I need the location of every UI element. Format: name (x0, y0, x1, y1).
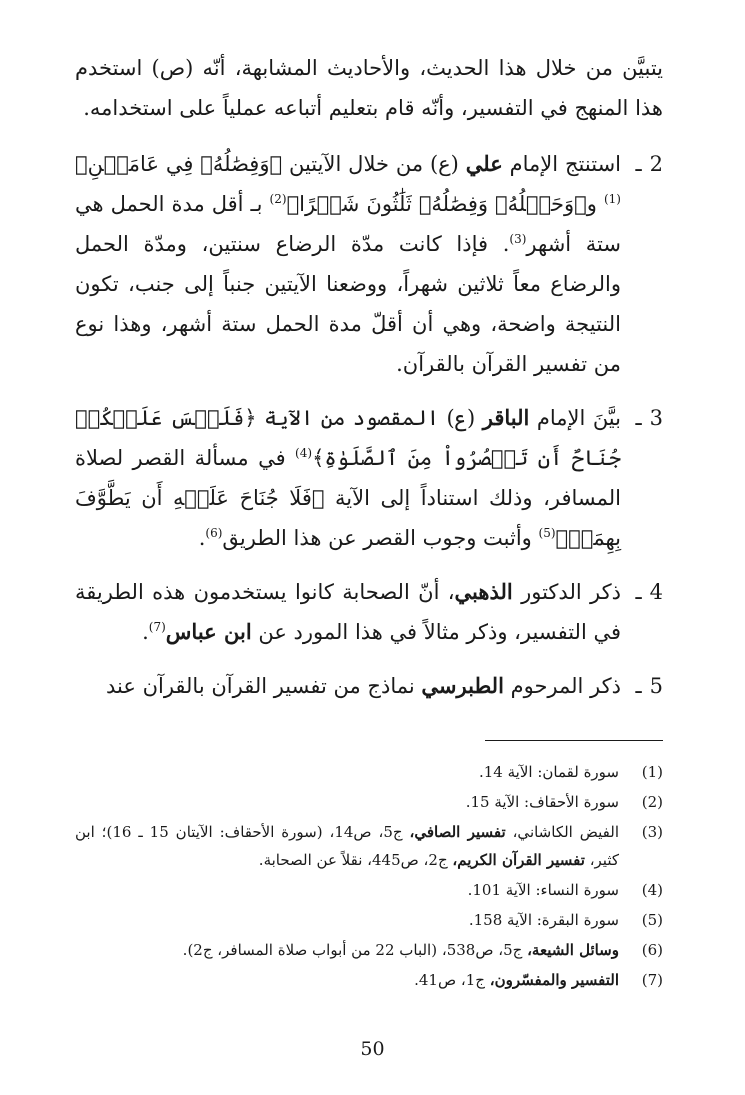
quran-verse: ﴿وَحَمۡلُهُۥ وَفِصَٰلُهُۥ ثَلَٰثُونَ شَهۡرًا﴾ (286, 192, 587, 216)
footnote-ref: (6) (205, 526, 223, 540)
footnote-2: (2) سورة الأحقاف: الآية 15. (465, 793, 663, 811)
intro-paragraph: يتبيَّن من خلال هذا الحديث، والأحاديث المشابهة، أنّه (ص) استخدم هذا المنهج في التفسير، وأنّه قام بتعليم أتباعه عملياً على استخدامه. (75, 56, 663, 120)
name-ibn-abbas: ابن عباس (165, 619, 252, 644)
page-number: 50 (360, 1038, 385, 1060)
footnote-ref: (7) (148, 620, 166, 634)
list-item-3: 3 ـ بيَّنَ الإمام الباقر (ع) المقصود من الآية ﴿فَلَيۡسَ عَلَيۡكُمۡ جُنَاحٌ أَن تَقۡصُرُواْ مِنَ ٱلصَّلَوٰةِ﴾$^{(4)}$ في مسألة القصر لصلاة المسافر، وذلك استناداً إلى الآية ﴿فَلَا جُنَاحَ عَلَيۡهِ أَن يَطَّوَّفَ بِهِمَاۚ﴾$^{(5)}$ وأثبت وجوب القصر عن هذا الطريق$^{(6)}$. (75, 398, 663, 558)
name-baqir: الباقر (482, 405, 530, 430)
quran-verse: ﴿فَلَا جُنَاحَ عَلَيۡهِ أَن يَطَّوَّفَ بِهِمَاۚ﴾ (75, 486, 621, 550)
footnote-ref: (2) (269, 192, 287, 206)
name-ali: علي (465, 151, 503, 176)
footnote-6: (6) وسائل الشيعة، ج5، ص538، (الباب 22 من أبواب صلاة المسافر، ج2). (182, 941, 663, 959)
item-number: 2 ـ (635, 152, 663, 176)
footnote-ref: (5) (538, 526, 556, 540)
list-item-5: 5 ـ ذكر المرحوم الطبرسي نماذج من تفسير القرآن بالقرآن عند (75, 666, 663, 706)
main-text (75, 48, 663, 720)
footnote-ref: (3) (509, 232, 527, 246)
name-tabarsi: الطبرسي (421, 673, 504, 698)
footnote-1: (1) سورة لقمان: الآية 14. (478, 763, 663, 781)
item-number: 5 ـ (635, 674, 663, 698)
list-item-2: 2 ـ استنتج الإمام علي (ع) من خلال الآيتين ﴿وَفِصَٰلُهُۥ فِي عَامَيۡنِ﴾$^{(1)}$ و﴿وَحَمۡلُهُۥ وَفِصَٰلُهُۥ ثَلَٰثُونَ شَهۡرًا﴾$^{(2)}$ بـ أقل مدة الحمل هي ستة أشهر$^{(3)}$. فإذا كانت مدّة الرضاع سنتين، ومدّة الحمل والرضاع معاً ثلاثين شهراً، ووضعنا الآيتين جنباً إلى جنب، تكون النتيجة واضحة، وهي أن أقلّ مدة الحمل ستة أشهر، وهذا نوع من تفسير القرآن بالقرآن. (75, 144, 663, 384)
footnote-4: (4) سورة النساء: الآية 101. (467, 881, 663, 899)
footnote-5: (5) سورة البقرة: الآية 158. (468, 911, 663, 929)
footnote-ref: (4) (295, 446, 313, 460)
quran-verse: ﴿فَلَيۡسَ عَلَيۡكُمۡ جُنَاحٌ أَن تَقۡصُرُواْ مِنَ ٱلصَّلَوٰةِ﴾ (75, 406, 622, 470)
name-dhahabi: الذهبي (454, 579, 513, 604)
quran-verse: ﴿وَفِصَٰلُهُۥ فِي عَامَيۡنِ﴾ (75, 152, 283, 176)
footnote-ref: (1) (603, 192, 621, 206)
footnote-7: (7) التفسير والمفسّرون، ج1، ص41. (414, 971, 663, 989)
item-number: 4 ـ (635, 580, 663, 604)
footnotes (75, 758, 663, 996)
item-number: 3 ـ (635, 406, 663, 430)
footnote-divider (485, 740, 663, 741)
footnote-3: (3) الفيض الكاشاني، تفسير الصافي، ج5، ص14، (سورة الأحقاف: الآيتان 15 ـ 16)؛ ابن كثير، تفسير القرآن الكريم، ج2، ص445، نقلاً عن الصحابة. (75, 823, 663, 869)
list-item-4: 4 ـ ذكر الدكتور الذهبي، أنّ الصحابة كانوا يستخدمون هذه الطريقة في التفسير، وذكر مثالاً في هذا المورد عن ابن عباس$^{(7)}$. (75, 572, 663, 652)
